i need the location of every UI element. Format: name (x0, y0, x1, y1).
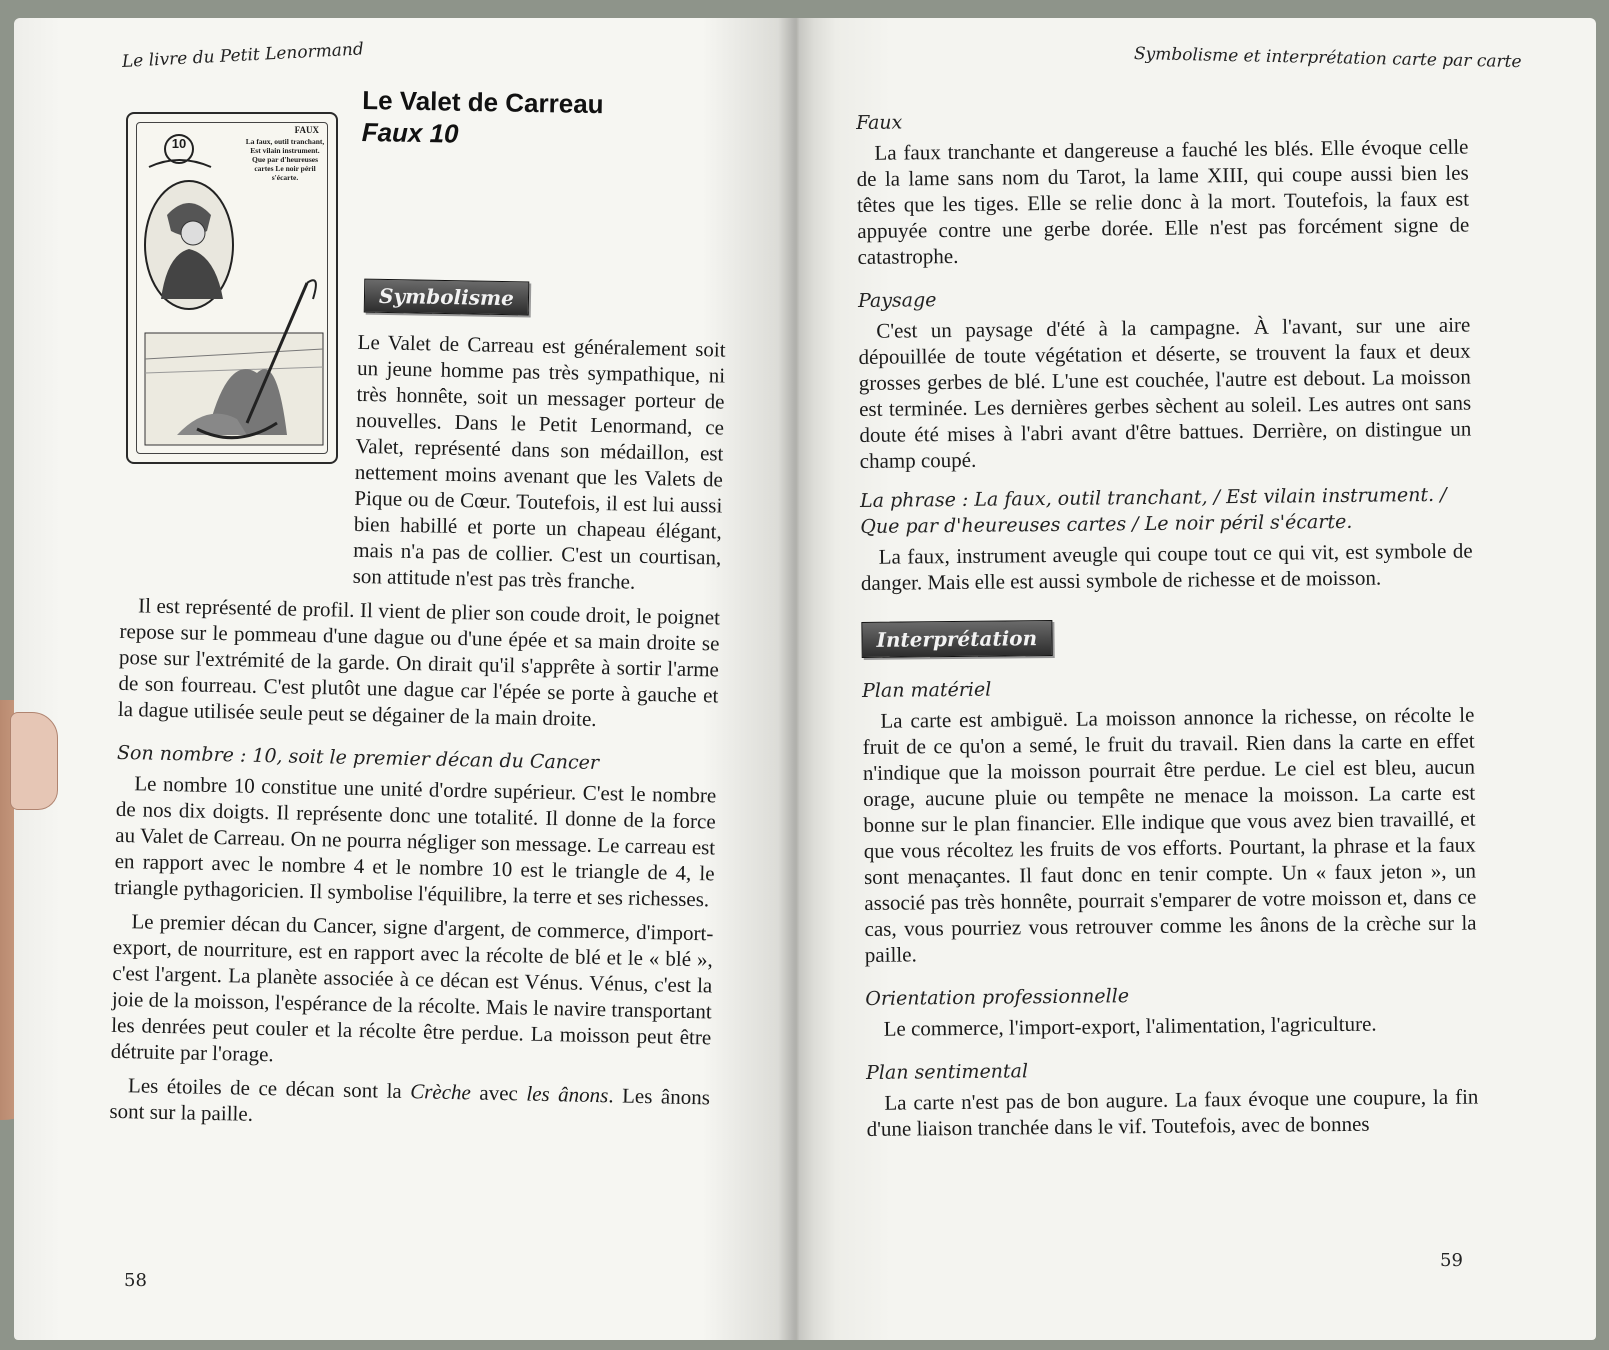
profil-paragraph: Il est représenté de profil. Il vient de plier son coude droit, le poignet repose sur le pommeau d'une dague ou d'une épée et sa main droite se pose sur l'extrémité de la garde. On dirait qu'il s'apprête à sortir l'arme de son fourreau. C'est plutôt une dague car l'épée se porte à gauche et la dague utilisée seule peut se dégainer de la main droite. (117, 593, 721, 731)
nombre-heading: Son nombre : 10, soit le premier décan du Cancer (116, 741, 600, 774)
etoiles-paragraph (109, 1072, 710, 1137)
nombre-paragraph: Le nombre 10 constitue une unité d'ordre supérieur. C'est le nombre de nos dix doigts. Il représente donc une totalité. Il donne de la force au Valet de Carreau. On ne pourra négliger son message. Le carreau est en rapport avec le nombre 4 et le nombre 10 est le triangle de 4, le triangle pythagoricien. Il symbolise l'équilibre, la terre et ses richesses. (113, 771, 717, 912)
right-running-head: Symbolisme et interprétation carte par carte (1133, 44, 1522, 73)
interpretation-banner: Interprétation (861, 620, 1052, 658)
sentimental-heading: Plan sentimental (865, 1060, 1029, 1084)
paysage-heading: Paysage (857, 289, 937, 312)
intro-paragraph: Le Valet de Carreau est généralement soit un jeune homme pas très sympathique, ni très honnête, soit un messager porteur de nouvelles. Dans le Petit Lenormand, ce Valet, représenté dans son médaillon, est nettement moins avenant que les Valets de Pique ou de Cœur. Toutefois, il est lui aussi bien habillé et porte un chapeau élégant, mais n'a pas de collier. C'est un courtisan, son attitude n'est pas très franche. (352, 329, 726, 594)
professionnelle-heading: Orientation professionnelle (865, 985, 1130, 1010)
materiel-paragraph: La carte est ambiguë. La moisson annonce la richesse, on récolte le fruit de ce qu'on a semé, le fruit du travail. Rien dans la carte en effet n'indique que la moisson pourrait être perdue. Le ciel est bleu, aucun orage, aucune pluie ou tempête ne menace la moisson. La carte est bonne sur le plan financier. Elle indique que vous avez bien travaillé, et que vous récoltez les fruits de vos efforts. Pourtant, la phrase et la faux sont menaçantes. Il faut donc en tenir compte. Un « faux jeton », un associé pas très honnête, pourrait s'emparer de votre moisson et, dans ce cas, vous pourriez vous retrouver comme les ânons de la crèche sur la paille. (862, 702, 1477, 967)
left-page (14, 18, 796, 1340)
materiel-heading: Plan matériel (861, 678, 992, 702)
symbolisme-banner-wrap (364, 279, 529, 316)
book-gutter (778, 18, 814, 1340)
sentimental-paragraph: La carte n'est pas de bon augure. La faux évoque une coupure, la fin d'une liaison tranchée dans le vif. Toutefois, avec de bonnes (866, 1084, 1479, 1141)
card-verse: La faux, outil tranchant, Est vilain instrument. Que par d'heureuses cartes Le noir péril s'écarte. (245, 137, 325, 182)
title-block (361, 84, 603, 152)
faux-heading: Faux (856, 111, 903, 134)
left-page-number: 58 (124, 1270, 147, 1291)
card-subtitle: Faux 10 (361, 116, 459, 149)
right-page (796, 18, 1596, 1340)
left-running-head: Le livre du Petit Lenormand (121, 39, 365, 72)
etoiles-text-3: . Les ânons sont sur la paille. (109, 1083, 711, 1126)
interpretation-banner-wrap (861, 616, 1473, 658)
decan-paragraph: Le premier décan du Cancer, signe d'argent, de commerce, d'import-export, de nourriture, est en rapport avec la récolte de blé et le « blé », c'est l'argent. La planète associée à ce décan est Vénus. Vénus, c'est la joie de la moisson, l'espérance de la récolte. Mais le navire transportant les denrées peut couler et la récolte être perdue. La moisson peut être détruite par l'orage. (110, 909, 714, 1067)
etoiles-anons: les ânons (526, 1081, 609, 1108)
card-title: Le Valet de Carreau (362, 85, 604, 120)
right-body (856, 104, 1479, 1150)
phrase-paragraph: La faux, instrument aveugle qui coupe tout ce qui vit, est symbole de danger. Mais elle est aussi symbole de richesse et de moisson. (860, 538, 1473, 595)
card-number: 10 (171, 136, 187, 151)
etoiles-creche: Crèche (410, 1079, 472, 1105)
phrase-line: La phrase : La faux, outil tranchant, / Est vilain instrument. / Que par d'heureuses cartes / Le noir péril s'écarte. (859, 483, 1447, 538)
symbolisme-banner: Symbolisme (364, 279, 529, 316)
thumbnail-finger (10, 712, 58, 810)
etoiles-text-1: Les étoiles de ce décan sont la (127, 1073, 411, 1104)
card-name: FAUX (294, 125, 319, 135)
right-page-number: 59 (1440, 1250, 1463, 1271)
professionnelle-paragraph: Le commerce, l'import-export, l'alimentation, l'agriculture. (883, 1011, 1377, 1041)
paysage-paragraph: C'est un paysage d'été à la campagne. À l'avant, sur une aire dépouillée de toute végétation et déserte, se trouvent la faux et deux grosses gerbes de blé. L'une est couchée, l'autre est debout. La moisson est terminée. Les dernières gerbes sèchent au soleil. Les autres ont sans doute été mises à l'abri avant d'être battues. Derrière, on distingue un champ coupé. (858, 312, 1472, 473)
left-body (109, 324, 726, 1144)
etoiles-text-2: avec (470, 1080, 527, 1106)
faux-paragraph: La faux tranchante et dangereuse a fauché les blés. Elle évoque celle de la lame sans nom du Tarot, la lame XIII, qui coupe aussi bien les têtes que les tiges. Elle se relie donc à la mort. Toutefois, la faux est appuyée contre une gerbe dorée. Elle n'est pas forcément signe de catastrophe. (856, 134, 1470, 269)
